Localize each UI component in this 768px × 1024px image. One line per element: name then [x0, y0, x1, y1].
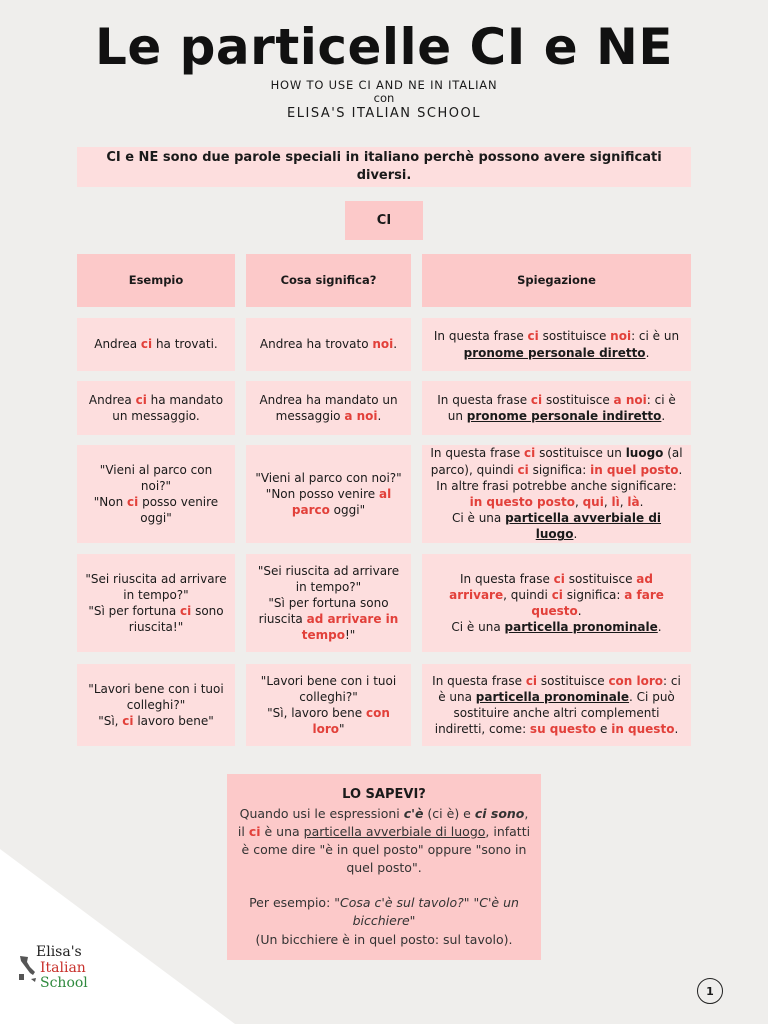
- table-cell-meaning: [246, 445, 411, 543]
- table-cell-example: [77, 664, 235, 746]
- logo-line-2: Italian: [40, 960, 86, 976]
- page-number: 1: [697, 978, 723, 1004]
- table-cell-meaning: [246, 664, 411, 746]
- cell-text: In questa frase ci sostituisce con loro: ci è una particella pronominale. Ci può sostituire anche altri complementi indiretti, come: su questo e in questo.: [432, 673, 681, 737]
- table-cell-explanation: [422, 554, 691, 652]
- school-logo: [16, 944, 106, 996]
- cell-text: "Lavori bene con i tuoi colleghi?" "Sì, ci lavoro bene": [88, 681, 224, 729]
- note-box: [227, 774, 541, 960]
- intro-box: [77, 147, 691, 187]
- cell-text: In questa frase ci sostituisce ad arrivare, quindi ci significa: a fare questo. Ci è una particella pronominale.: [449, 571, 664, 635]
- table-cell-example: [77, 381, 235, 435]
- intro-text: CI e NE sono due parole speciali in italiano perchè possono avere significati diversi.: [106, 150, 662, 183]
- logo-line-3: School: [40, 975, 88, 991]
- note-text: Quando usi le espressioni c'è (ci è) e ci sono, il ci è una particella avverbiale di luogo, infatti è come dire "è in quel posto" oppure "sono in quel posto".: [237, 805, 531, 876]
- cell-text: In questa frase ci sostituisce un luogo (al parco), quindi ci significa: in quel posto. In altre frasi potrebbe anche significare: in questo posto, qui, lì, là. Ci è una particella avverbiale di luogo.: [430, 446, 683, 542]
- column-header-example-label: Esempio: [128, 272, 184, 287]
- table-cell-meaning: [246, 554, 411, 652]
- column-header-explanation-label: Spiegazione: [517, 272, 596, 287]
- note-title: LO SAPEVI?: [342, 787, 426, 802]
- school-name: ELISA'S ITALIAN SCHOOL: [287, 106, 481, 121]
- table-cell-meaning: [246, 381, 411, 435]
- cell-text: "Sei riuscita ad arrivare in tempo?" "Sì per fortuna sono riuscita ad arrivare in tempo!": [257, 563, 400, 643]
- page-title: Le particelle CI e NE: [94, 18, 674, 76]
- note-example: Per esempio: "Cosa c'è sul tavolo?" "C'è un bicchiere" (Un bicchiere è in quel posto: sul tavolo).: [249, 895, 519, 947]
- column-header-example: [77, 254, 235, 307]
- table-cell-example: [77, 445, 235, 543]
- table-cell-meaning: [246, 318, 411, 371]
- column-header-meaning-label: Cosa significa?: [280, 272, 377, 287]
- subtitle-con: con: [373, 91, 395, 105]
- cell-text: Andrea ha trovato noi.: [259, 337, 398, 352]
- logo-line-1: Elisa's: [36, 944, 82, 960]
- column-header-explanation: [422, 254, 691, 307]
- section-title-ci: [345, 201, 423, 240]
- cell-text: "Sei riuscita ad arrivare in tempo?" "Sì per fortuna ci sono riuscita!": [85, 571, 227, 635]
- column-header-meaning: [246, 254, 411, 307]
- table-cell-explanation: [422, 664, 691, 746]
- table-cell-example: [77, 318, 235, 371]
- section-title-label: CI: [376, 212, 392, 228]
- cell-text: In questa frase ci sostituisce a noi: ci è un pronome personale indiretto.: [437, 392, 676, 423]
- cell-text: "Lavori bene con i tuoi colleghi?" "Sì, lavoro bene con loro": [260, 673, 397, 737]
- table-cell-explanation: [422, 445, 691, 543]
- cell-text: "Vieni al parco con noi?" "Non posso venire al parco oggi": [255, 470, 402, 518]
- cell-text: In questa frase ci sostituisce noi: ci è un pronome personale diretto.: [433, 329, 680, 360]
- corner-decoration: [0, 849, 235, 1024]
- cell-text: Andrea ci ha trovati.: [94, 337, 218, 352]
- cell-text: Andrea ha mandato un messaggio a noi.: [259, 392, 398, 423]
- italy-map-icon: [16, 954, 38, 984]
- table-cell-explanation: [422, 318, 691, 371]
- cell-text: "Vieni al parco con noi?" "Non ci posso venire oggi": [93, 462, 219, 526]
- table-cell-explanation: [422, 381, 691, 435]
- page-subtitle: HOW TO USE CI AND NE IN ITALIAN: [270, 78, 498, 92]
- cell-text: Andrea ci ha mandato un messaggio.: [88, 392, 224, 423]
- table-cell-example: [77, 554, 235, 652]
